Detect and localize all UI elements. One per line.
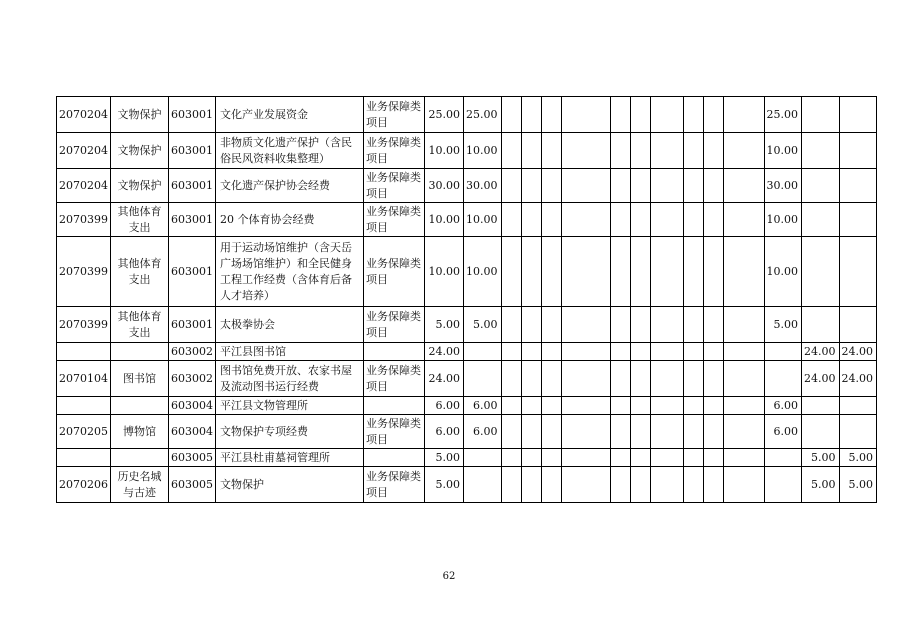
cell-col-15: 24.00 [839, 361, 877, 397]
cell-col-12 [723, 467, 764, 503]
cell-project-name: 太极拳协会 [216, 307, 364, 343]
cell-category: 其他体育支出 [111, 203, 169, 237]
cell-col-4 [521, 307, 541, 343]
cell-col-7 [610, 361, 630, 397]
cell-col-11 [703, 415, 723, 449]
cell-col-12 [723, 133, 764, 169]
cell-col-11 [703, 237, 723, 307]
cell-col-11 [703, 343, 723, 361]
cell-general-budget: 10.00 [464, 133, 502, 169]
cell-col-15 [839, 415, 877, 449]
cell-col-9 [650, 361, 683, 397]
cell-col-3 [501, 449, 521, 467]
cell-col-3 [501, 343, 521, 361]
cell-col-11 [703, 203, 723, 237]
cell-col-12 [723, 307, 764, 343]
cell-col-4 [521, 133, 541, 169]
cell-col-10 [683, 203, 703, 237]
cell-col-11 [703, 307, 723, 343]
cell-col-3 [501, 467, 521, 503]
cell-col-15 [839, 237, 877, 307]
cell-col-14: 24.00 [802, 343, 840, 361]
cell-col-3 [501, 361, 521, 397]
cell-project-name: 文化产业发展资金 [216, 97, 364, 133]
cell-col-7 [610, 237, 630, 307]
cell-project-name: 非物质文化遗产保护（含民俗民风资料收集整理） [216, 133, 364, 169]
cell-col-12 [723, 361, 764, 397]
cell-general-budget: 6.00 [464, 397, 502, 415]
table-row [57, 361, 877, 397]
cell-col-12 [723, 97, 764, 133]
table-row [57, 237, 877, 307]
cell-col-13 [764, 467, 802, 503]
cell-col-12 [723, 397, 764, 415]
cell-code: 2070206 [57, 467, 111, 503]
cell-col-5 [541, 203, 561, 237]
cell-col-7 [610, 467, 630, 503]
cell-project-type: 业务保障类项目 [364, 133, 425, 169]
cell-col-5 [541, 169, 561, 203]
cell-col-5 [541, 307, 561, 343]
cell-category: 历史名城与古迹 [111, 467, 169, 503]
cell-col-14 [802, 415, 840, 449]
cell-col-13: 10.00 [764, 203, 802, 237]
cell-project-name: 用于运动场馆维护（含天岳广场场馆维护）和全民健身工程工作经费（含体育后备人才培养） [216, 237, 364, 307]
table-row [57, 397, 877, 415]
cell-col-6 [561, 397, 610, 415]
cell-code: 2070204 [57, 169, 111, 203]
cell-col-9 [650, 133, 683, 169]
table-row [57, 449, 877, 467]
cell-col-8 [630, 361, 650, 397]
cell-col-13: 10.00 [764, 133, 802, 169]
cell-col-14: 24.00 [802, 361, 840, 397]
cell-col-13: 10.00 [764, 237, 802, 307]
cell-col-14 [802, 97, 840, 133]
cell-col-13: 6.00 [764, 397, 802, 415]
cell-unit-code: 603001 [169, 237, 216, 307]
cell-general-budget: 6.00 [464, 415, 502, 449]
cell-unit-code: 603005 [169, 467, 216, 503]
cell-col-14 [802, 397, 840, 415]
cell-col-8 [630, 133, 650, 169]
cell-col-6 [561, 449, 610, 467]
page-number: 62 [442, 571, 456, 582]
cell-col-4 [521, 343, 541, 361]
cell-col-10 [683, 97, 703, 133]
cell-col-5 [541, 361, 561, 397]
cell-total: 6.00 [425, 397, 464, 415]
cell-col-10 [683, 169, 703, 203]
cell-col-13 [764, 343, 802, 361]
cell-col-6 [561, 203, 610, 237]
cell-col-9 [650, 97, 683, 133]
cell-general-budget: 10.00 [464, 203, 502, 237]
cell-project-type: 业务保障类项目 [364, 361, 425, 397]
cell-col-12 [723, 415, 764, 449]
cell-col-15 [839, 133, 877, 169]
cell-col-15 [839, 203, 877, 237]
cell-col-8 [630, 397, 650, 415]
cell-total: 30.00 [425, 169, 464, 203]
cell-col-11 [703, 467, 723, 503]
cell-col-9 [650, 237, 683, 307]
table-row [57, 415, 877, 449]
cell-category: 文物保护 [111, 97, 169, 133]
cell-col-12 [723, 203, 764, 237]
cell-col-9 [650, 449, 683, 467]
table-row [57, 467, 877, 503]
cell-general-budget [464, 467, 502, 503]
cell-col-14: 5.00 [802, 467, 840, 503]
cell-col-5 [541, 97, 561, 133]
cell-total: 25.00 [425, 97, 464, 133]
cell-unit-code: 603001 [169, 133, 216, 169]
cell-project-type [364, 343, 425, 361]
cell-col-8 [630, 467, 650, 503]
cell-project-type [364, 449, 425, 467]
cell-col-15: 5.00 [839, 467, 877, 503]
cell-project-name: 文物保护 [216, 467, 364, 503]
cell-col-4 [521, 237, 541, 307]
cell-col-7 [610, 343, 630, 361]
budget-table [56, 96, 877, 503]
cell-col-7 [610, 97, 630, 133]
cell-unit-code: 603002 [169, 343, 216, 361]
cell-project-name: 文化遗产保护协会经费 [216, 169, 364, 203]
cell-col-4 [521, 449, 541, 467]
cell-col-10 [683, 133, 703, 169]
cell-project-type [364, 397, 425, 415]
cell-code: 2070399 [57, 237, 111, 307]
cell-project-name: 平江县杜甫墓祠管理所 [216, 449, 364, 467]
cell-project-name: 平江县图书馆 [216, 343, 364, 361]
cell-col-9 [650, 467, 683, 503]
cell-category [111, 397, 169, 415]
cell-unit-code: 603004 [169, 397, 216, 415]
cell-col-12 [723, 449, 764, 467]
cell-project-type: 业务保障类项目 [364, 237, 425, 307]
cell-col-14 [802, 169, 840, 203]
cell-project-name: 图书馆免费开放、农家书屋及流动图书运行经费 [216, 361, 364, 397]
cell-code: 2070205 [57, 415, 111, 449]
cell-code [57, 343, 111, 361]
cell-col-11 [703, 361, 723, 397]
cell-col-3 [501, 397, 521, 415]
cell-col-3 [501, 203, 521, 237]
cell-col-15: 24.00 [839, 343, 877, 361]
cell-unit-code: 603002 [169, 361, 216, 397]
cell-col-10 [683, 237, 703, 307]
cell-col-4 [521, 361, 541, 397]
cell-col-5 [541, 343, 561, 361]
cell-col-3 [501, 169, 521, 203]
cell-code: 2070104 [57, 361, 111, 397]
cell-col-3 [501, 97, 521, 133]
cell-col-11 [703, 449, 723, 467]
table-row [57, 343, 877, 361]
cell-col-6 [561, 169, 610, 203]
cell-col-12 [723, 237, 764, 307]
cell-col-6 [561, 467, 610, 503]
cell-col-9 [650, 169, 683, 203]
cell-code [57, 397, 111, 415]
cell-total: 10.00 [425, 133, 464, 169]
cell-col-15: 5.00 [839, 449, 877, 467]
table-row [57, 169, 877, 203]
cell-project-type: 业务保障类项目 [364, 415, 425, 449]
cell-col-4 [521, 203, 541, 237]
cell-general-budget [464, 343, 502, 361]
cell-code: 2070399 [57, 307, 111, 343]
cell-col-13: 5.00 [764, 307, 802, 343]
cell-col-10 [683, 449, 703, 467]
cell-col-9 [650, 307, 683, 343]
cell-category: 文物保护 [111, 169, 169, 203]
cell-col-15 [839, 169, 877, 203]
cell-col-5 [541, 237, 561, 307]
cell-col-10 [683, 361, 703, 397]
cell-col-14: 5.00 [802, 449, 840, 467]
cell-general-budget [464, 361, 502, 397]
cell-category: 图书馆 [111, 361, 169, 397]
cell-category: 博物馆 [111, 415, 169, 449]
cell-col-4 [521, 169, 541, 203]
cell-col-5 [541, 449, 561, 467]
cell-col-3 [501, 237, 521, 307]
cell-col-7 [610, 307, 630, 343]
cell-col-8 [630, 203, 650, 237]
cell-col-8 [630, 449, 650, 467]
cell-col-14 [802, 133, 840, 169]
cell-unit-code: 603001 [169, 97, 216, 133]
cell-unit-code: 603001 [169, 203, 216, 237]
cell-col-8 [630, 415, 650, 449]
cell-col-10 [683, 467, 703, 503]
budget-table-container [56, 96, 877, 503]
cell-col-4 [521, 415, 541, 449]
cell-col-4 [521, 397, 541, 415]
cell-col-4 [521, 467, 541, 503]
cell-col-11 [703, 133, 723, 169]
cell-total: 10.00 [425, 237, 464, 307]
cell-general-budget: 30.00 [464, 169, 502, 203]
cell-col-5 [541, 397, 561, 415]
cell-general-budget [464, 449, 502, 467]
cell-code: 2070399 [57, 203, 111, 237]
cell-col-6 [561, 307, 610, 343]
cell-project-type: 业务保障类项目 [364, 169, 425, 203]
cell-col-13: 30.00 [764, 169, 802, 203]
cell-col-4 [521, 97, 541, 133]
cell-col-14 [802, 307, 840, 343]
cell-unit-code: 603005 [169, 449, 216, 467]
cell-code: 2070204 [57, 133, 111, 169]
cell-project-type: 业务保障类项目 [364, 467, 425, 503]
cell-col-9 [650, 343, 683, 361]
cell-col-3 [501, 133, 521, 169]
table-row [57, 133, 877, 169]
cell-unit-code: 603004 [169, 415, 216, 449]
table-body [57, 97, 877, 503]
cell-unit-code: 603001 [169, 307, 216, 343]
cell-col-6 [561, 97, 610, 133]
cell-project-name: 文物保护专项经费 [216, 415, 364, 449]
cell-general-budget: 10.00 [464, 237, 502, 307]
cell-col-11 [703, 397, 723, 415]
cell-col-8 [630, 343, 650, 361]
cell-category [111, 449, 169, 467]
cell-col-11 [703, 97, 723, 133]
cell-total: 5.00 [425, 467, 464, 503]
cell-col-13 [764, 361, 802, 397]
cell-col-8 [630, 97, 650, 133]
table-row [57, 203, 877, 237]
cell-col-10 [683, 343, 703, 361]
cell-col-12 [723, 169, 764, 203]
cell-col-7 [610, 449, 630, 467]
cell-col-11 [703, 169, 723, 203]
cell-code: 2070204 [57, 97, 111, 133]
table-row [57, 307, 877, 343]
cell-col-13: 6.00 [764, 415, 802, 449]
cell-col-7 [610, 133, 630, 169]
cell-col-6 [561, 237, 610, 307]
cell-total: 24.00 [425, 343, 464, 361]
cell-col-14 [802, 237, 840, 307]
cell-col-7 [610, 203, 630, 237]
cell-col-3 [501, 307, 521, 343]
cell-project-type: 业务保障类项目 [364, 307, 425, 343]
cell-col-10 [683, 415, 703, 449]
cell-col-5 [541, 467, 561, 503]
cell-col-6 [561, 343, 610, 361]
cell-col-8 [630, 169, 650, 203]
cell-project-type: 业务保障类项目 [364, 97, 425, 133]
cell-total: 6.00 [425, 415, 464, 449]
cell-col-13 [764, 449, 802, 467]
cell-col-15 [839, 97, 877, 133]
cell-col-7 [610, 397, 630, 415]
cell-col-10 [683, 397, 703, 415]
cell-project-type: 业务保障类项目 [364, 203, 425, 237]
cell-project-name: 20 个体育协会经费 [216, 203, 364, 237]
cell-col-14 [802, 203, 840, 237]
cell-col-7 [610, 415, 630, 449]
cell-total: 5.00 [425, 449, 464, 467]
cell-category: 文物保护 [111, 133, 169, 169]
cell-col-7 [610, 169, 630, 203]
cell-total: 5.00 [425, 307, 464, 343]
cell-col-6 [561, 133, 610, 169]
cell-category: 其他体育支出 [111, 237, 169, 307]
cell-col-6 [561, 361, 610, 397]
cell-col-6 [561, 415, 610, 449]
cell-project-name: 平江县文物管理所 [216, 397, 364, 415]
cell-category: 其他体育支出 [111, 307, 169, 343]
cell-col-9 [650, 415, 683, 449]
cell-col-9 [650, 397, 683, 415]
cell-col-5 [541, 415, 561, 449]
cell-category [111, 343, 169, 361]
cell-col-13: 25.00 [764, 97, 802, 133]
cell-col-15 [839, 397, 877, 415]
cell-col-10 [683, 307, 703, 343]
cell-general-budget: 25.00 [464, 97, 502, 133]
cell-col-5 [541, 133, 561, 169]
table-row [57, 97, 877, 133]
cell-total: 24.00 [425, 361, 464, 397]
cell-col-9 [650, 203, 683, 237]
cell-col-15 [839, 307, 877, 343]
cell-col-3 [501, 415, 521, 449]
cell-col-8 [630, 307, 650, 343]
cell-code [57, 449, 111, 467]
cell-col-12 [723, 343, 764, 361]
cell-total: 10.00 [425, 203, 464, 237]
cell-col-8 [630, 237, 650, 307]
cell-unit-code: 603001 [169, 169, 216, 203]
cell-general-budget: 5.00 [464, 307, 502, 343]
